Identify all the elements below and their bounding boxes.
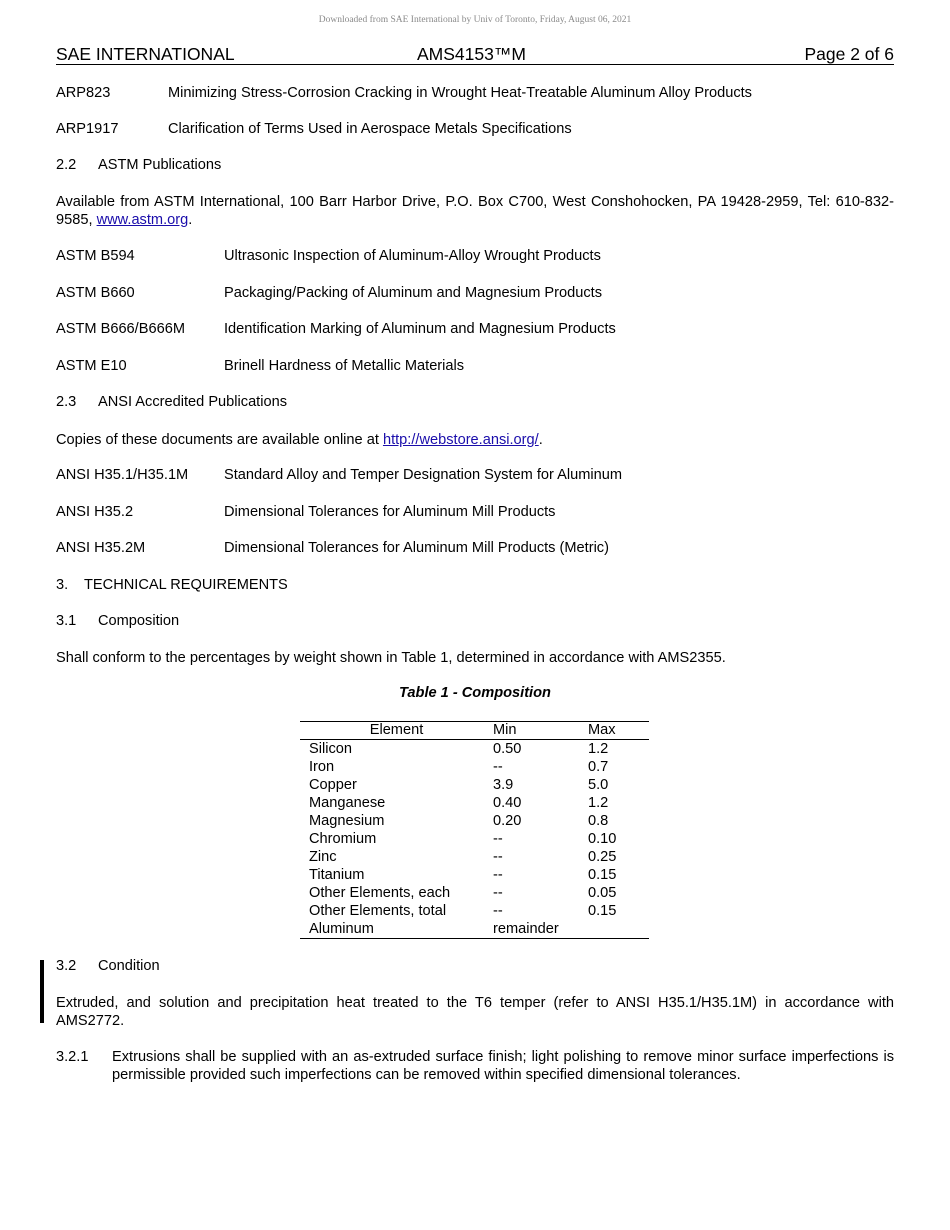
reference-title: Standard Alloy and Temper Designation System for Aluminum (224, 467, 623, 483)
element-cell: Chromium (309, 831, 377, 847)
reference-row (56, 358, 465, 374)
element-cell: Magnesium (309, 813, 385, 829)
reference-title: Packaging/Packing of Aluminum and Magnesium Products (224, 285, 603, 301)
section-heading-3-2 (56, 958, 160, 974)
max-cell (588, 920, 649, 939)
page-header (56, 44, 894, 65)
table-row (300, 776, 649, 794)
element-cell: Titanium (309, 867, 365, 883)
reference-code: ARP1917 (56, 121, 119, 137)
table-row (300, 758, 649, 776)
section-number: 3.2 (56, 958, 77, 974)
section-title: ANSI Accredited Publications (98, 394, 288, 410)
min-cell: 0.50 (493, 741, 522, 757)
table-caption: Table 1 - Composition (399, 685, 551, 701)
reference-title: Dimensional Tolerances for Aluminum Mill Products (224, 504, 556, 520)
element-cell: Zinc (309, 849, 337, 865)
reference-title: Ultrasonic Inspection of Aluminum-Alloy Wrought Products (224, 248, 601, 264)
reference-row (56, 321, 616, 337)
min-cell: -- (493, 831, 503, 847)
max-cell: 0.15 (588, 867, 617, 883)
reference-row (56, 248, 601, 264)
max-cell: 1.2 (588, 795, 609, 811)
min-cell: 0.40 (493, 795, 522, 811)
reference-row (56, 121, 572, 137)
reference-title: Clarification of Terms Used in Aerospace Metals Specifications (168, 121, 572, 137)
reference-code: ASTM E10 (56, 358, 127, 374)
reference-row (56, 85, 752, 101)
max-cell: 0.25 (588, 849, 617, 865)
section-heading-2-3 (56, 394, 287, 410)
table-header-row (300, 722, 649, 740)
reference-code: ASTM B666/B666M (56, 321, 185, 337)
table-row (300, 830, 649, 848)
max-cell: 1.2 (588, 741, 609, 757)
reference-row (56, 285, 603, 301)
composition-paragraph: Shall conform to the percentages by weight shown in Table 1, determined in accordance with AMS2355. (56, 650, 726, 666)
section-title: TECHNICAL REQUIREMENTS (84, 577, 288, 593)
table-row (300, 848, 649, 866)
download-watermark: Downloaded from SAE International by Univ of Toronto, Friday, August 06, 2021 (318, 15, 632, 25)
section-heading-2-2 (56, 157, 221, 173)
reference-code: ASTM B660 (56, 285, 135, 301)
min-cell: -- (493, 759, 503, 775)
section-title: Composition (98, 613, 180, 629)
section-heading-3-1 (56, 613, 179, 629)
min-cell: 0.20 (493, 813, 522, 829)
ansi-webstore-link[interactable]: http://webstore.ansi.org/ (382, 432, 539, 448)
subsection-text: Extrusions shall be supplied with an as-extruded surface finish; light polishing to remove minor surface imperfections is permissible provided such imperfections can be removed within specified dimensional tolerances. (112, 1049, 894, 1083)
reference-title: Minimizing Stress-Corrosion Cracking in Wrought Heat-Treatable Aluminum Alloy Products (168, 85, 752, 101)
min-cell: -- (493, 885, 503, 901)
header-page-number: Page 2 of 6 (804, 44, 894, 64)
max-cell: 0.7 (588, 759, 609, 775)
min-cell: 3.9 (493, 777, 514, 793)
period: . (188, 212, 193, 228)
header-document-number: AMS4153™M (417, 44, 526, 64)
element-cell: Iron (309, 759, 335, 775)
section-number: 2.3 (56, 394, 77, 410)
min-cell: -- (493, 867, 503, 883)
revision-change-bar (40, 960, 44, 1023)
reference-title: Identification Marking of Aluminum and Magnesium Products (224, 321, 616, 337)
max-cell: 5.0 (588, 777, 609, 793)
reference-code: ANSI H35.2M (56, 540, 146, 556)
astm-availability-text: Available from ASTM International, 100 Barr Harbor Drive, P.O. Box C700, West Conshohocken, PA 19428-2959, Tel: 610-832-9585, (56, 194, 894, 228)
reference-row (56, 504, 556, 520)
min-cell: -- (493, 903, 503, 919)
subsection-3-2-1 (56, 1048, 894, 1084)
reference-code: ASTM B594 (56, 248, 135, 264)
section-title: ASTM Publications (98, 157, 222, 173)
ansi-availability-paragraph (56, 431, 894, 449)
header-publisher: SAE INTERNATIONAL (56, 44, 235, 64)
section-title: Condition (98, 958, 160, 974)
reference-title: Dimensional Tolerances for Aluminum Mill Products (Metric) (224, 540, 609, 556)
element-cell: Other Elements, each (309, 885, 451, 901)
min-cell: remainder (493, 920, 588, 939)
element-cell: Other Elements, total (309, 903, 447, 919)
table-row (300, 866, 649, 884)
max-cell: 0.15 (588, 903, 617, 919)
table-row (300, 812, 649, 830)
reference-row (56, 540, 609, 556)
table-row (300, 794, 649, 812)
table-row (300, 740, 649, 759)
astm-website-link[interactable]: www.astm.org (96, 212, 189, 228)
table-row (300, 902, 649, 920)
section-heading-3 (56, 577, 288, 593)
table-row (300, 884, 649, 902)
element-cell: Copper (309, 777, 357, 793)
section-number: 3.1 (56, 613, 77, 629)
section-number: 3. (56, 577, 69, 593)
element-cell: Manganese (309, 795, 386, 811)
ansi-availability-text: Copies of these documents are available online at (56, 432, 383, 448)
element-cell: Silicon (309, 741, 352, 757)
condition-paragraph: Extruded, and solution and precipitation heat treated to the T6 temper (refer to ANSI H35.1/H35.1M) in accordance with AMS2772. (56, 995, 894, 1029)
reference-row (56, 467, 623, 483)
reference-code: ARP823 (56, 85, 111, 101)
subsection-number: 3.2.1 (56, 1049, 89, 1065)
max-cell: 0.05 (588, 885, 617, 901)
element-cell: Aluminum (300, 920, 493, 939)
column-header-element: Element (300, 722, 493, 740)
reference-code: ANSI H35.2 (56, 504, 134, 520)
section-number: 2.2 (56, 157, 77, 173)
astm-availability-paragraph (56, 193, 894, 229)
period: . (538, 432, 543, 448)
max-cell: 0.8 (588, 813, 609, 829)
max-cell: 0.10 (588, 831, 617, 847)
min-cell: -- (493, 849, 503, 865)
table-row (300, 920, 649, 939)
reference-title: Brinell Hardness of Metallic Materials (224, 358, 465, 374)
reference-code: ANSI H35.1/H35.1M (56, 467, 189, 483)
composition-table (300, 721, 649, 939)
column-header-max: Max (588, 722, 649, 740)
column-header-min: Min (493, 722, 588, 740)
